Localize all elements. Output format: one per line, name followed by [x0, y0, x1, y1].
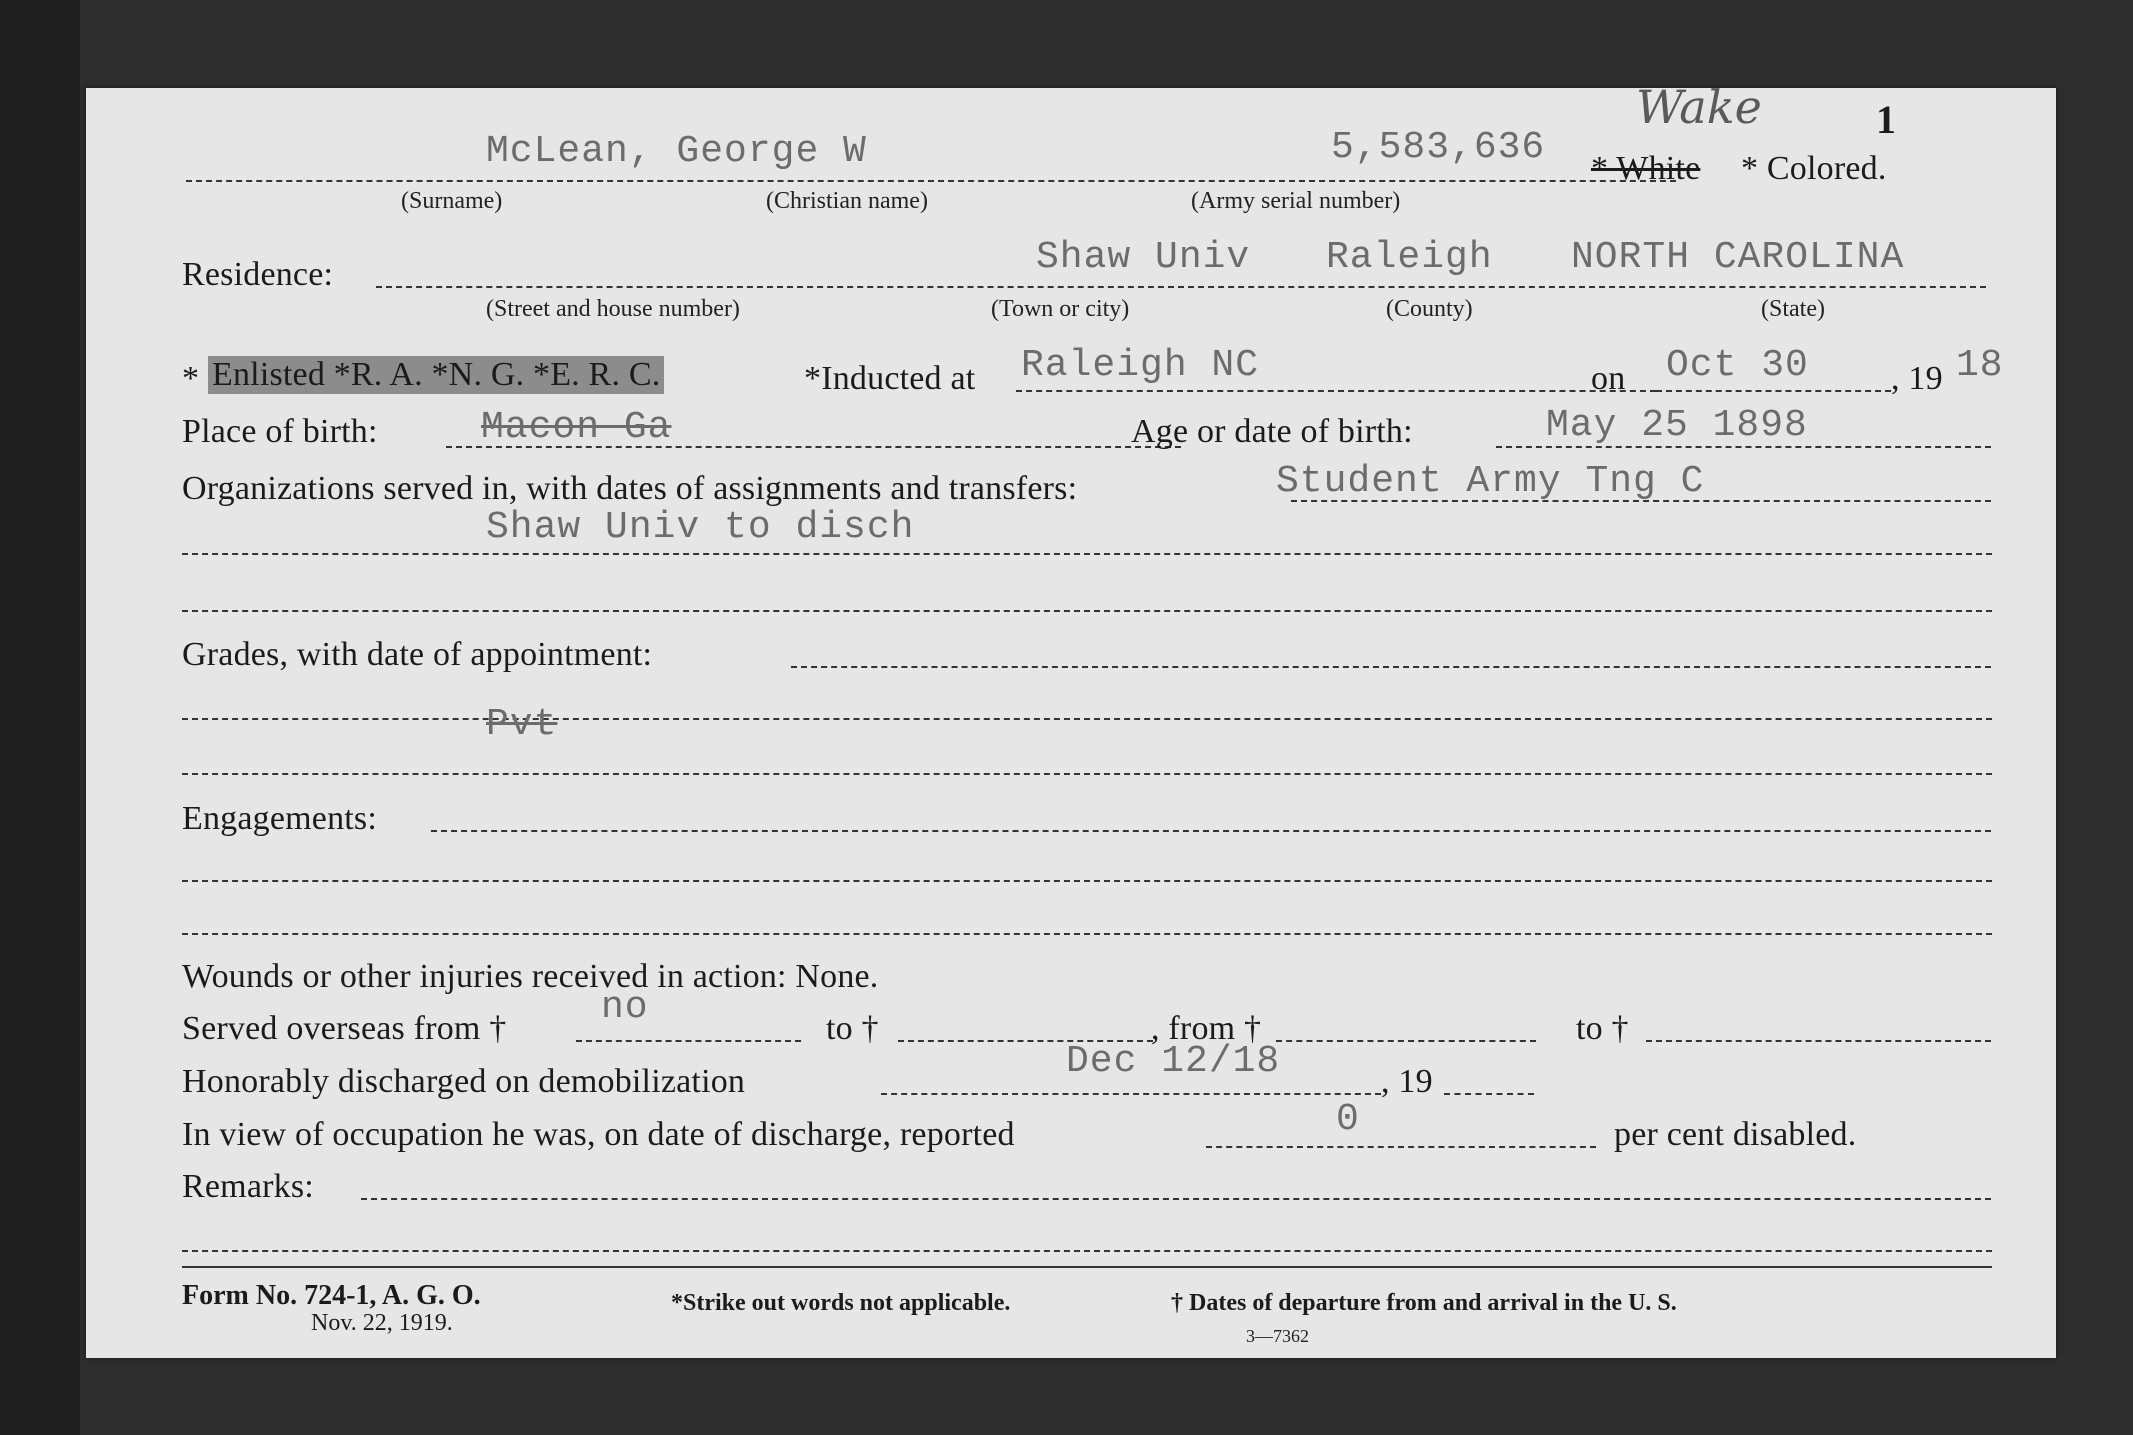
- disabled-typed: 0: [1336, 1098, 1360, 1141]
- enlisted-options: Enlisted *R. A. *N. G. *E. R. C.: [208, 356, 664, 394]
- town-caption: (Town or city): [991, 296, 1130, 322]
- grades-line-3: [182, 773, 1992, 775]
- to-label-1: to †: [826, 1010, 879, 1047]
- serial-typed: 5,583,636: [1331, 126, 1546, 169]
- name-typed: McLean, George W: [486, 130, 867, 173]
- name-line: [186, 180, 1676, 182]
- grades-typed: Pvt: [486, 703, 558, 746]
- disabled-suffix: per cent disabled.: [1614, 1116, 1857, 1153]
- inducted-date-line: [1656, 390, 1891, 392]
- residence-town-typed: Shaw Univ: [1036, 236, 1251, 279]
- overseas-label: Served overseas from †: [182, 1010, 507, 1047]
- grades-label: Grades, with date of appointment:: [182, 636, 653, 673]
- strike-note: *Strike out words not applicable.: [671, 1290, 1011, 1316]
- form-date: Nov. 22, 1919.: [311, 1310, 453, 1336]
- serial-caption: (Army serial number): [1191, 188, 1401, 214]
- christian-caption: (Christian name): [766, 188, 928, 214]
- print-code: 3—7362: [1246, 1326, 1309, 1346]
- birthdate-typed: May 25 1898: [1546, 404, 1808, 447]
- dates-note: † Dates of departure from and arrival in the U. S.: [1171, 1290, 1677, 1316]
- orgs-line-2: [182, 553, 1992, 555]
- birthplace-label: Place of birth:: [182, 413, 378, 450]
- county-handwritten: Wake: [1636, 80, 1762, 134]
- engagements-line-1: [431, 830, 1991, 832]
- orgs-label: Organizations served in, with dates of assignments and transfers:: [182, 470, 1078, 507]
- remarks-line-2: [182, 1250, 1992, 1252]
- orgs-line-1: [1291, 500, 1991, 502]
- grades-line-1: [791, 666, 1991, 668]
- inducted-date-typed: Oct 30: [1666, 344, 1809, 387]
- enlisted-prefix: *: [182, 360, 200, 397]
- state-caption: (State): [1761, 296, 1825, 322]
- scan-background: [0, 0, 80, 1435]
- street-caption: (Street and house number): [486, 296, 740, 322]
- discharged-year-prefix: , 19: [1381, 1063, 1433, 1100]
- discharged-label: Honorably discharged on demobilization: [182, 1063, 746, 1100]
- race-white: * White: [1591, 150, 1701, 187]
- engagements-label: Engagements:: [182, 800, 378, 837]
- remarks-line-1: [361, 1198, 1991, 1200]
- inducted-label: *Inducted at: [804, 360, 976, 397]
- to-label-2: to †: [1576, 1010, 1629, 1047]
- inducted-place-typed: Raleigh NC: [1021, 344, 1260, 387]
- year-typed: 18: [1956, 344, 2004, 387]
- discharged-typed: Dec 12/18: [1066, 1040, 1281, 1083]
- wounds-label: Wounds or other injuries received in action: None.: [182, 958, 879, 995]
- residence-label: Residence:: [182, 256, 334, 293]
- engagements-line-2: [182, 880, 1992, 882]
- birthdate-label: Age or date of birth:: [1131, 413, 1413, 450]
- discharged-line: [881, 1093, 1381, 1095]
- overseas-line-1: [576, 1040, 801, 1042]
- orgs-line-3: [182, 610, 1992, 612]
- birthplace-line: [446, 446, 1181, 448]
- disabled-line: [1206, 1146, 1596, 1148]
- residence-county-typed: Raleigh: [1326, 236, 1493, 279]
- overseas-line-3: [1276, 1040, 1536, 1042]
- occupation-label: In view of occupation he was, on date of discharge, reported: [182, 1116, 1015, 1153]
- overseas-typed: no: [601, 986, 649, 1029]
- form-number: Form No. 724-1, A. G. O.: [182, 1280, 481, 1311]
- residence-line: [376, 286, 1986, 288]
- residence-state-typed: NORTH CAROLINA: [1571, 236, 1905, 279]
- overseas-line-4: [1646, 1040, 1991, 1042]
- race-colored: * Colored.: [1741, 150, 1887, 187]
- remarks-label: Remarks:: [182, 1168, 314, 1205]
- discharged-year-line: [1444, 1093, 1534, 1095]
- footer-rule: [182, 1266, 1992, 1268]
- birthplace-typed: Macon Ga: [481, 406, 672, 449]
- surname-caption: (Surname): [401, 188, 503, 214]
- orgs-typed-1: Student Army Tng C: [1276, 460, 1705, 503]
- card-number: 1: [1876, 97, 1897, 142]
- grades-line-2: [182, 718, 1992, 720]
- inducted-line: [1016, 390, 1656, 392]
- year-prefix: , 19: [1891, 360, 1943, 397]
- from-label: , from †: [1151, 1010, 1262, 1047]
- engagements-line-3: [182, 933, 1992, 935]
- birthdate-line: [1496, 446, 1991, 448]
- orgs-typed-2: Shaw Univ to disch: [486, 506, 915, 549]
- record-card: [86, 80, 2056, 1358]
- county-caption: (County): [1386, 296, 1473, 322]
- on-label: on: [1591, 360, 1626, 397]
